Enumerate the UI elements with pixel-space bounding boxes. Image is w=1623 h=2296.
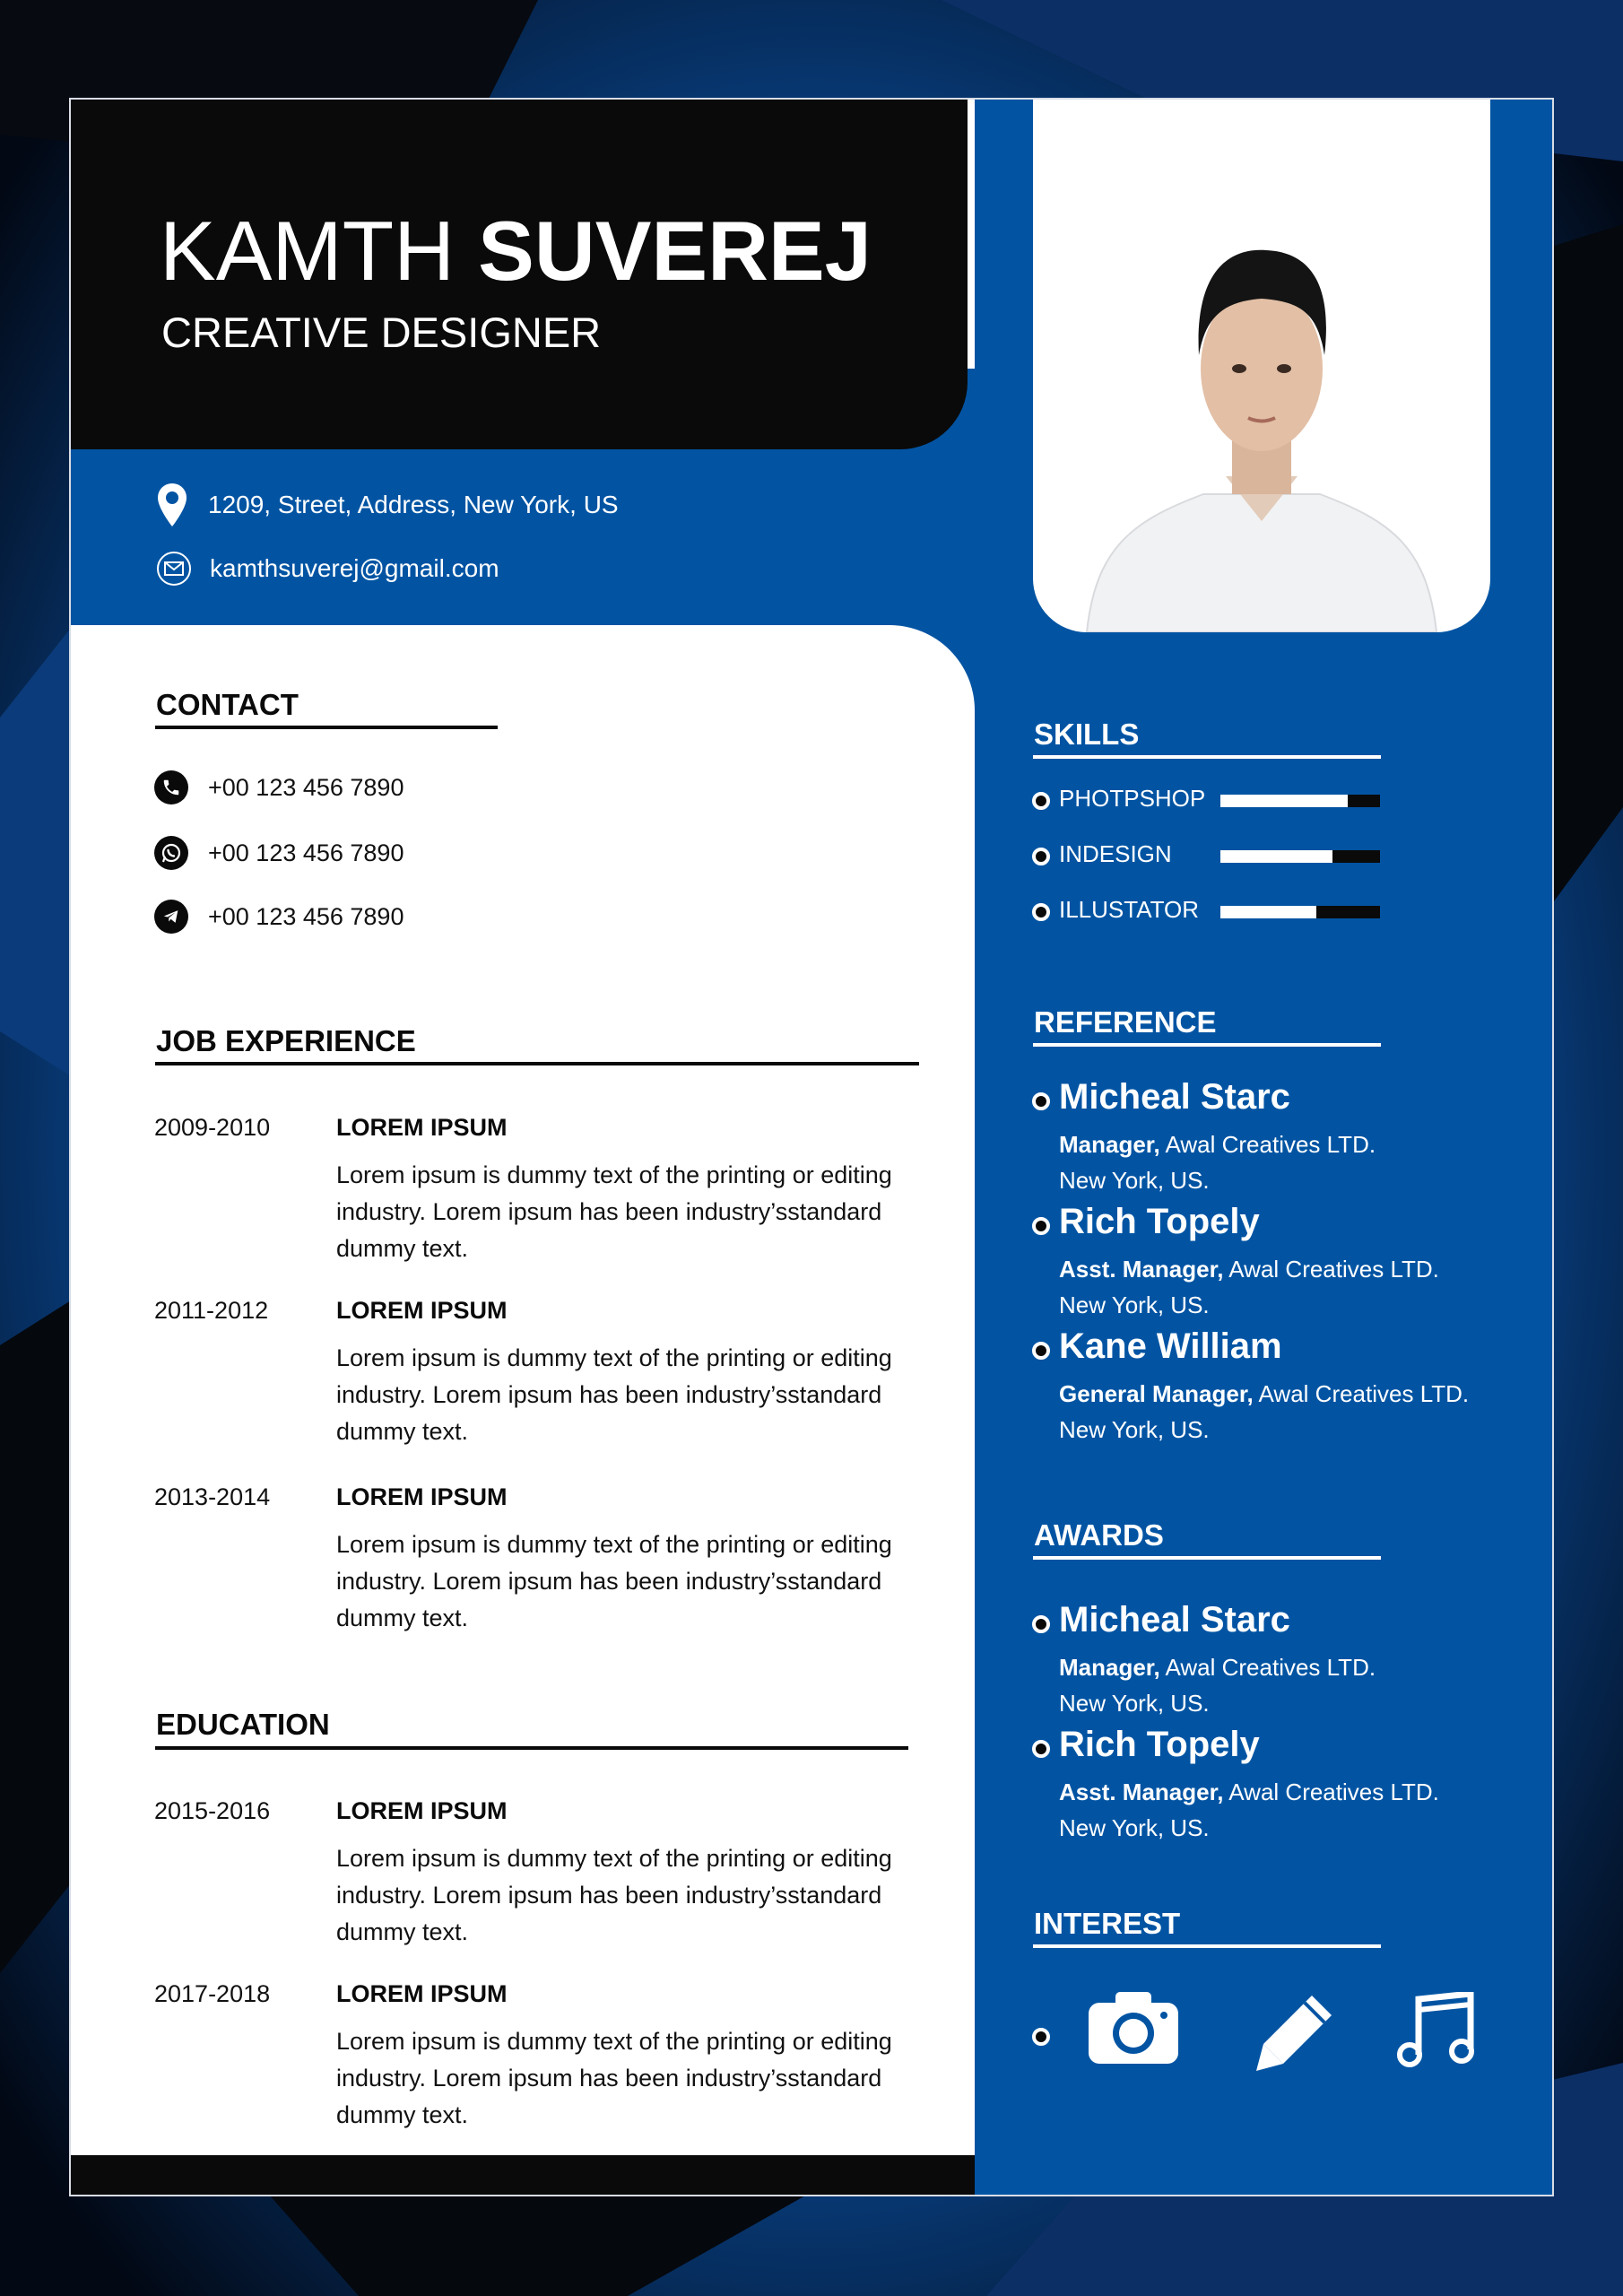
reference-role: Asst. Manager, (1059, 1256, 1224, 1283)
interest-heading: INTEREST (1034, 1907, 1181, 1940)
reference-role-line (1059, 1256, 1439, 1283)
telegram-icon (154, 900, 188, 934)
reference-role-line (1059, 1380, 1469, 1408)
last-name: SUVEREJ (478, 204, 872, 298)
bullet-icon (1032, 1740, 1050, 1758)
awards-underline (1033, 1556, 1381, 1560)
skill-bar (1220, 850, 1380, 863)
skill-bar (1220, 906, 1380, 918)
whatsapp-icon (154, 836, 188, 870)
contact-item-phone (154, 770, 404, 804)
address-row (156, 482, 619, 528)
reference-underline (1033, 1043, 1381, 1047)
camera-icon (1087, 1990, 1180, 2066)
reference-location: New York, US. (1059, 1416, 1210, 1443)
reference-role: Manager, (1059, 1131, 1160, 1158)
education-heading: EDUCATION (156, 1708, 330, 1741)
entry-years: 2013-2014 (154, 1483, 271, 1510)
skill-bar (1220, 795, 1380, 807)
entry-title: LOREM IPSUM (336, 1483, 508, 1510)
entry-description: Lorem ipsum is dummy text of the printing or editing industry. Lorem ipsum has been industry’sstandard dummy text. (336, 1531, 892, 1631)
reference-location: New York, US. (1059, 1167, 1210, 1194)
phone-icon (154, 770, 188, 804)
reference-role: General Manager, (1059, 1380, 1254, 1407)
award-name: Rich Topely (1059, 1725, 1260, 1764)
bullet-icon (1032, 903, 1050, 921)
candidate-name (160, 204, 872, 298)
awards-heading: AWARDS (1034, 1518, 1164, 1552)
bullet-icon (1032, 1092, 1050, 1110)
reference-company: Awal Creatives LTD. (1159, 1131, 1376, 1158)
skill-name: INDESIGN (1059, 840, 1172, 867)
award-role-line (1059, 1779, 1439, 1806)
award-company: Awal Creatives LTD. (1159, 1654, 1376, 1681)
skill-level-fill (1220, 795, 1348, 807)
contact-item-whatsapp (154, 836, 404, 870)
email-text[interactable]: kamthsuverej@gmail.com (210, 554, 499, 582)
reference-name: Rich Topely (1059, 1202, 1260, 1241)
award-role: Asst. Manager, (1059, 1779, 1224, 1805)
bullet-icon (1032, 2028, 1050, 2046)
contact-phone-text[interactable]: +00 123 456 7890 (208, 773, 404, 801)
reference-name: Micheal Starc (1059, 1077, 1290, 1117)
award-location: New York, US. (1059, 1690, 1210, 1717)
job-title: CREATIVE DESIGNER (161, 309, 602, 356)
award-name: Micheal Starc (1059, 1600, 1290, 1639)
entry-description: Lorem ipsum is dummy text of the printing or editing industry. Lorem ipsum has been industry’sstandard dummy text. (336, 1845, 892, 1945)
entry-description: Lorem ipsum is dummy text of the printing or editing industry. Lorem ipsum has been industry’sstandard dummy text. (336, 1161, 892, 1262)
education-underline (155, 1746, 908, 1750)
reference-company: Awal Creatives LTD. (1223, 1256, 1439, 1283)
person-silhouette (1033, 100, 1490, 632)
skill-name: PHOTPSHOP (1059, 785, 1206, 812)
entry-title: LOREM IPSUM (336, 1297, 508, 1324)
skills-underline (1033, 755, 1381, 759)
award-company: Awal Creatives LTD. (1223, 1779, 1439, 1805)
entry-years: 2011-2012 (154, 1297, 269, 1324)
entry-title: LOREM IPSUM (336, 1114, 508, 1141)
skill-name: ILLUSTATOR (1059, 896, 1200, 923)
email-row (156, 551, 499, 587)
music-note-icon (1397, 1992, 1474, 2069)
profile-photo (1033, 100, 1490, 632)
skill-level-fill (1220, 906, 1316, 918)
contact-telegram-text[interactable]: +00 123 456 7890 (208, 902, 404, 930)
award-role-line (1059, 1654, 1376, 1682)
footer-bar (71, 2155, 975, 2195)
reference-name: Kane William (1059, 1326, 1282, 1366)
reference-role-line (1059, 1131, 1376, 1159)
bullet-icon (1032, 792, 1050, 810)
award-location: New York, US. (1059, 1814, 1210, 1841)
resume-page (71, 100, 1552, 2195)
entry-title: LOREM IPSUM (336, 1980, 508, 2007)
pencil-icon (1253, 1992, 1335, 2074)
bullet-icon (1032, 1615, 1050, 1633)
address-text: 1209, Street, Address, New York, US (208, 491, 619, 518)
contact-whatsapp-text[interactable]: +00 123 456 7890 (208, 839, 404, 866)
entry-years: 2009-2010 (154, 1114, 271, 1141)
bullet-icon (1032, 1217, 1050, 1235)
reference-heading: REFERENCE (1034, 1005, 1217, 1039)
location-pin-icon (156, 482, 188, 528)
interest-underline (1033, 1944, 1381, 1948)
contact-heading: CONTACT (156, 688, 299, 721)
skill-level-fill (1220, 850, 1332, 863)
experience-heading: JOB EXPERIENCE (156, 1024, 416, 1057)
contact-underline (155, 726, 498, 729)
bullet-icon (1032, 848, 1050, 865)
skills-heading: SKILLS (1034, 718, 1140, 751)
entry-years: 2017-2018 (154, 1980, 271, 2007)
contact-item-telegram (154, 900, 404, 934)
entry-years: 2015-2016 (154, 1797, 271, 1824)
reference-location: New York, US. (1059, 1292, 1210, 1318)
bullet-icon (1032, 1342, 1050, 1360)
award-role: Manager, (1059, 1654, 1160, 1681)
entry-description: Lorem ipsum is dummy text of the printing or editing industry. Lorem ipsum has been industry’sstandard dummy text. (336, 1344, 892, 1445)
experience-underline (155, 1062, 919, 1065)
entry-description: Lorem ipsum is dummy text of the printing or editing industry. Lorem ipsum has been industry’sstandard dummy text. (336, 2028, 892, 2128)
reference-company: Awal Creatives LTD. (1253, 1380, 1470, 1407)
email-icon (156, 551, 192, 587)
entry-title: LOREM IPSUM (336, 1797, 508, 1824)
first-name: KAMTH (160, 204, 455, 298)
